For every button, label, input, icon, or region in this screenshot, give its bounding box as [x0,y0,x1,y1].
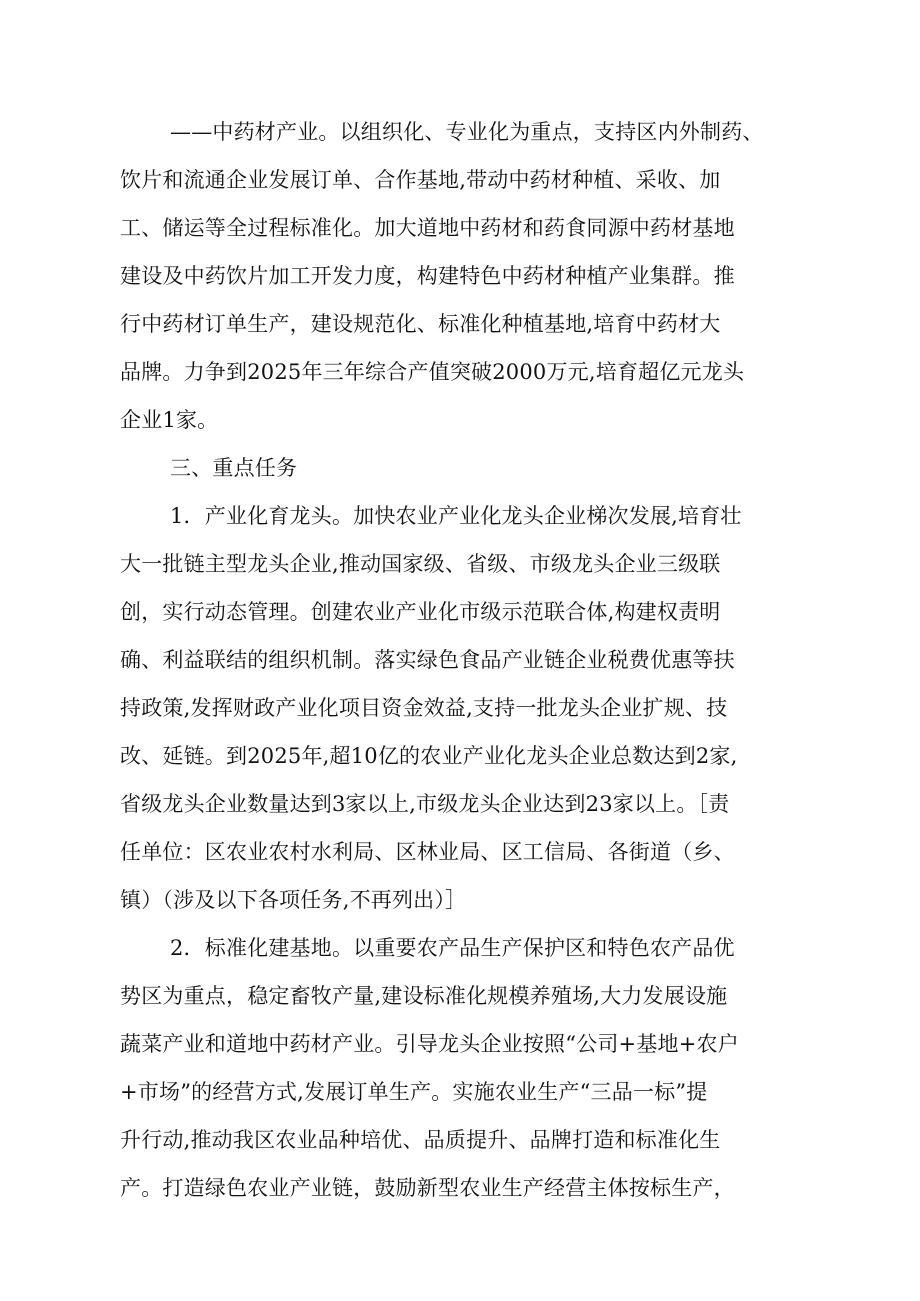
paragraph-tcm-line-3: 工、储运等全过程标准化。加大道地中药材和药食同源中药材基地 [120,216,735,240]
paragraph-task2-line-4: +市场”的经营方式,发展订单生产。实施农业生产“三品一标”提 [120,1080,708,1104]
paragraph-task1-line-4: 确、利益联结的组织机制。落实绿色食品产业链企业税费优惠等扶 [120,648,735,672]
paragraph-task2-line-6: 产。打造绿色农业产业链，鼓励新型农业生产经营主体按标生产， [120,1176,735,1200]
paragraph-task2-line-3: 蔬菜产业和道地中药材产业。引导龙头企业按照“公司+基地+农户 [120,1032,739,1056]
paragraph-task1-line-7: 省级龙头企业数量达到3家以上,市级龙头企业达到23家以上。［责 [120,792,730,816]
paragraph-task1-line-2: 大一批链主型龙头企业,推动国家级、省级、市级龙头企业三级联 [120,552,721,576]
paragraph-tcm-line-6: 品牌。力争到2025年三年综合产值突破2000万元,培育超亿元龙头 [120,360,745,384]
paragraph-tcm-line-2: 饮片和流通企业发展订单、合作基地,带动中药材种植、采收、加 [120,168,721,192]
section-heading: 三、重点任务 [170,456,298,480]
paragraph-task1-line-9: 镇）（涉及以下各项任务,不再列出）］ [120,888,467,912]
paragraph-task1-line-1: 1．产业化育龙头。加快农业产业化龙头企业梯次发展,培育壮 [170,504,742,528]
paragraph-task2-line-2: 势区为重点，稳定畜牧产量,建设标准化规模养殖场,大力发展设施 [120,984,728,1008]
paragraph-tcm-line-5: 行中药材订单生产，建设规范化、标准化种植基地,培育中药材大 [120,312,721,336]
paragraph-task1-line-6: 改、延链。到2025年,超10亿的农业产业化龙头企业总数达到2家, [120,744,738,768]
paragraph-task1-line-3: 创，实行动态管理。创建农业产业化市级示范联合体,构建权责明 [120,600,721,624]
paragraph-task1-line-5: 持政策,发挥财政产业化项目资金效益,支持一批龙头企业扩规、技 [120,696,728,720]
paragraph-task1-line-8: 任单位：区农业农村水利局、区林业局、区工信局、各街道（乡、 [120,840,735,864]
paragraph-tcm-line-4: 建设及中药饮片加工开发力度，构建特色中药材种植产业集群。推 [120,264,735,288]
paragraph-task2-line-1: 2．标准化建基地。以重要农产品生产保护区和特色农产品优 [170,936,735,960]
paragraph-task2-line-5: 升行动,推动我区农业品种培优、品质提升、品牌打造和标准化生 [120,1128,721,1152]
paragraph-tcm-line-1: ——中药材产业。以组织化、专业化为重点，支持区内外制药、 [170,120,764,144]
paragraph-tcm-line-7: 企业1家。 [120,408,219,432]
